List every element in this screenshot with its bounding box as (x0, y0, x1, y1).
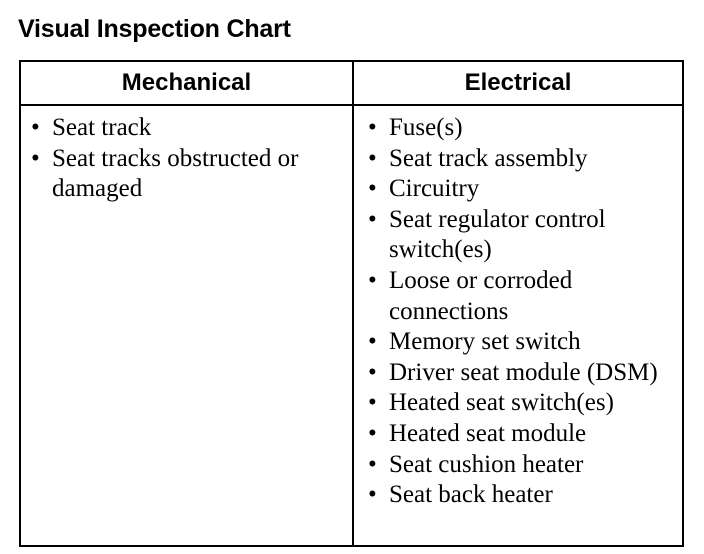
header-divider (21, 104, 682, 106)
inspection-table (19, 60, 684, 547)
electrical-list (366, 113, 678, 511)
list-item: • Heated seat switch(es) (366, 388, 678, 419)
mechanical-list (29, 113, 347, 205)
list-item: • Fuse(s) (366, 113, 678, 144)
list-item: • Seat track (29, 113, 347, 144)
list-item: • Seat tracks obstructed or damaged (29, 144, 347, 205)
list-item: • Seat cushion heater (366, 450, 678, 481)
list-item: • Circuitry (366, 174, 678, 205)
list-item: • Seat back heater (366, 480, 678, 511)
column-divider (352, 62, 354, 545)
list-item: • Heated seat module (366, 419, 678, 450)
list-item: • Seat track assembly (366, 144, 678, 175)
list-item: • Memory set switch (366, 327, 678, 358)
column-header-electrical: Electrical (464, 69, 572, 96)
list-item: • Driver seat module (DSM) (366, 358, 678, 389)
list-item: • Loose or corroded connections (366, 266, 678, 327)
list-item: • Seat regulator control switch(es) (366, 205, 678, 266)
page-title: Visual Inspection Chart (18, 15, 291, 43)
column-header-mechanical: Mechanical (121, 69, 252, 96)
